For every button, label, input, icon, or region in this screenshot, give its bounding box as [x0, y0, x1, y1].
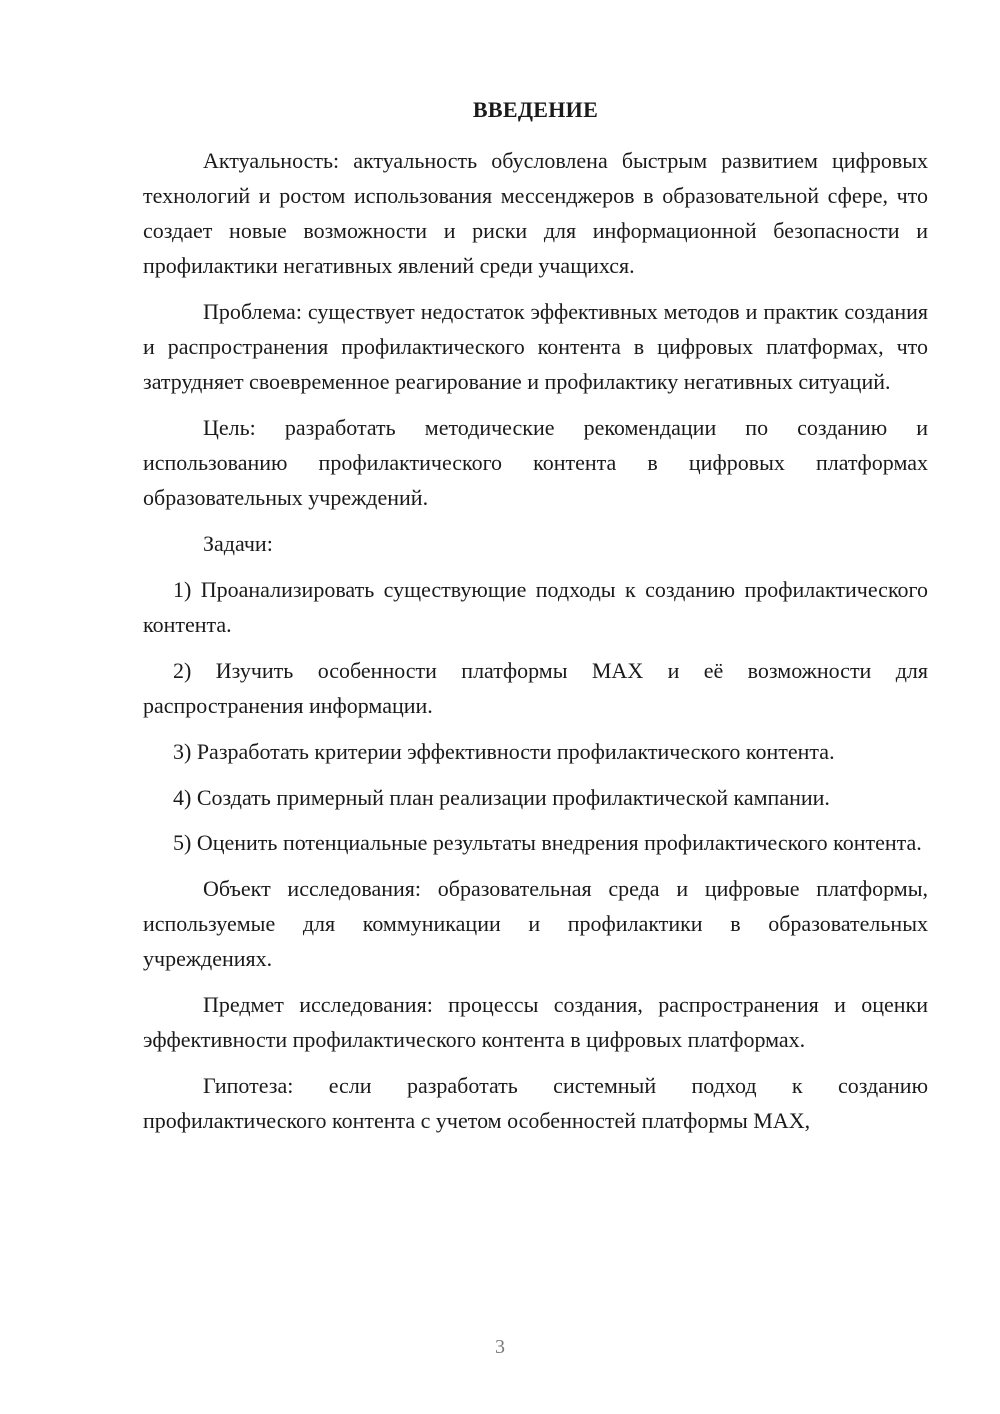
task-item: 1) Проанализировать существующие подходы к созданию профилактического контента.: [143, 577, 928, 637]
paragraph-problem: Проблема: существует недостаток эффективных методов и практик создания и распространения профилактического контента в цифровых платформах, что затрудняет своевременное реагирование и профилактику негативных ситуаций.: [143, 299, 928, 394]
paragraph-hypothesis: Гипотеза: если разработать системный подход к созданию профилактического контента с учетом особенностей платформы MAX,: [143, 1073, 928, 1133]
task-item: 4) Создать примерный план реализации профилактической кампании.: [173, 785, 830, 810]
paragraph-goal: Цель: разработать методические рекомендации по созданию и использованию профилактического контента в цифровых платформах образовательных учреждений.: [143, 415, 928, 510]
paragraph-subject: Предмет исследования: процессы создания, распространения и оценки эффективности профилактического контента в цифровых платформах.: [143, 992, 928, 1052]
page-number: 3: [495, 1336, 505, 1358]
task-item: 5) Оценить потенциальные результаты внедрения профилактического контента.: [173, 830, 922, 855]
paragraph-relevance: Актуальность: актуальность обусловлена быстрым развитием цифровых технологий и ростом использования мессенджеров в образовательной сфере, что создает новые возможности и риски для информационной безопасности и профилактики негативных явлений среди учащихся.: [143, 148, 928, 278]
paragraph-tasks-heading: Задачи:: [203, 531, 273, 556]
paragraph-object: Объект исследования: образовательная среда и цифровые платформы, используемые для коммуникации и профилактики в образовательных учреждениях.: [143, 876, 928, 971]
task-item: 2) Изучить особенности платформы MAX и её возможности для распространения информации.: [143, 658, 928, 718]
page-title: ВВЕДЕНИЕ: [472, 97, 599, 122]
document-page: [143, 95, 928, 1138]
task-item: 3) Разработать критерии эффективности профилактического контента.: [173, 739, 835, 764]
